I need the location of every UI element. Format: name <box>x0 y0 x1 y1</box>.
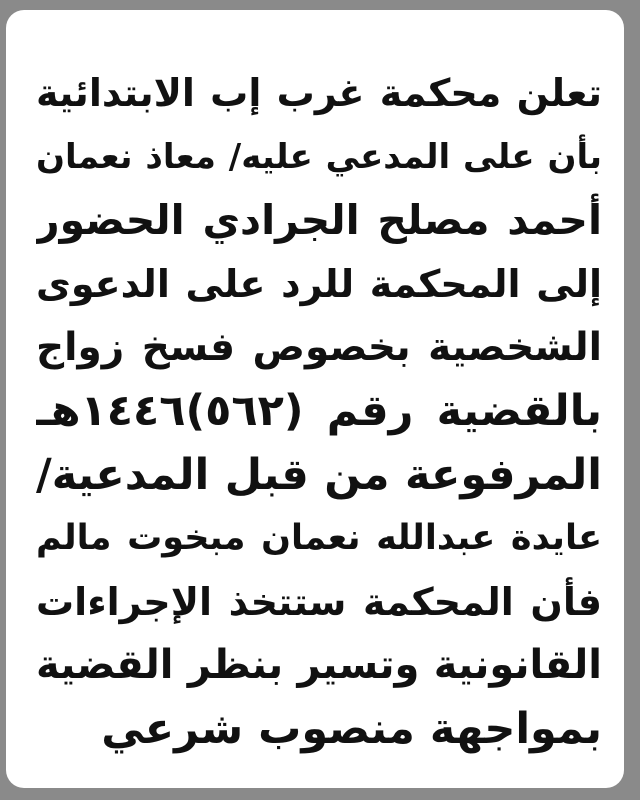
notice-line: عايدة عبدالله نعمان مبخوت مالم <box>36 518 602 559</box>
notice-line-last: بمواجهة منصوب شرعي <box>101 703 602 754</box>
notice-line: بالقضية رقم (٥٦٢)١٤٤٦هـ <box>36 385 602 436</box>
notice-card <box>6 10 624 788</box>
court-notice-text <box>36 62 602 762</box>
notice-line: أحمد مصلح الجرادي الحضور <box>36 196 602 245</box>
notice-line: القانونية وتسير بنظر القضية <box>36 642 602 689</box>
notice-line: المرفوعة من قبل المدعية/ <box>36 449 602 500</box>
notice-line: تعلن محكمة غرب إب الابتدائية <box>36 71 602 115</box>
notice-line: بأن على المدعي عليه/ معاذ نعمان <box>36 136 602 177</box>
notice-line: إلى المحكمة للرد على الدعوى <box>36 261 602 306</box>
notice-line: الشخصية بخصوص فسخ زواج <box>36 325 602 371</box>
notice-line: فأن المحكمة ستتخذ الإجراءات <box>36 579 602 624</box>
